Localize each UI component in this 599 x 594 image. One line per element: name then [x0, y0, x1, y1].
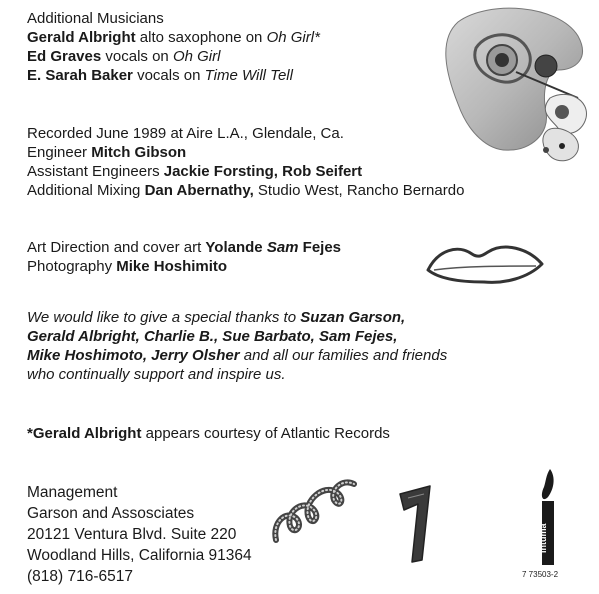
musician-name: Gerald Albright — [27, 29, 136, 46]
management-line: (818) 716-6517 — [27, 568, 133, 585]
management-line: Management — [27, 484, 118, 501]
thanks-section — [27, 308, 447, 384]
assistant-label: Assistant Engineers — [27, 163, 164, 180]
musician-song: Time Will Tell — [204, 67, 293, 84]
thanks-text: We would like to give a special thanks to — [27, 309, 301, 326]
musician-name: Ed Graves — [27, 48, 102, 65]
musician-name: E. Sarah Baker — [27, 67, 133, 84]
art-last: Fejes — [298, 239, 342, 256]
mixing-place: Studio West, Rancho Bernardo — [253, 182, 465, 199]
engineer-name: Mitch Gibson — [91, 144, 187, 161]
assistant-names: Jackie Forsting, Rob Seifert — [163, 163, 363, 180]
thanks-line — [27, 308, 447, 327]
management-line: Woodland Hills, California 91364 — [27, 547, 252, 564]
musician-line — [27, 28, 320, 47]
squiggle-icon — [268, 470, 360, 548]
art-middle: Sam — [266, 239, 299, 256]
credit-text: appears courtesy of Atlantic Records — [141, 425, 390, 442]
musician-line — [27, 66, 320, 85]
mixing-line — [27, 181, 464, 200]
assistant-engineers-line — [27, 162, 464, 181]
management-line: 20121 Ventura Blvd. Suite 220 — [27, 526, 237, 543]
thanks-names: Suzan Garson, — [300, 309, 406, 326]
musicians-heading: Additional Musicians — [27, 10, 164, 27]
art-section — [27, 238, 341, 276]
catalog-number: 7 73503-2 — [522, 570, 559, 579]
musician-role: vocals on — [132, 67, 205, 84]
number-seven-icon — [392, 480, 440, 566]
recorded-line: Recorded June 1989 at Aire L.A., Glendale, Ca. — [27, 125, 344, 142]
courtesy-credit — [27, 424, 390, 443]
label-logo-text: intuma — [538, 523, 548, 553]
art-first: Yolande — [205, 239, 267, 256]
guitar-collage-icon — [418, 0, 599, 168]
musician-song: Oh Girl — [172, 48, 221, 65]
lips-icon — [424, 240, 548, 288]
thanks-names: Mike Hoshimoto, Jerry Olsher — [27, 347, 240, 364]
musician-role: alto saxophone on — [135, 29, 267, 46]
photography-line — [27, 257, 341, 276]
photo-name: Mike Hoshimito — [116, 258, 228, 275]
label-logo — [536, 467, 560, 567]
thanks-line: Gerald Albright, Charlie B., Sue Barbato, Sam Fejes, — [27, 328, 398, 345]
mixing-name: Dan Abernathy, — [144, 182, 254, 199]
musician-song: Oh Girl* — [266, 29, 320, 46]
art-direction-line — [27, 238, 341, 257]
additional-musicians-section — [27, 9, 320, 85]
musician-line — [27, 47, 320, 66]
mixing-label: Additional Mixing — [27, 182, 145, 199]
engineer-line — [27, 143, 464, 162]
management-line: Garson and Assosciates — [27, 505, 195, 522]
engineer-label: Engineer — [27, 144, 92, 161]
thanks-line: who continually support and inspire us. — [27, 366, 286, 383]
musician-role: vocals on — [101, 48, 173, 65]
credit-name: *Gerald Albright — [27, 425, 142, 442]
management-section — [27, 482, 252, 587]
recording-section — [27, 124, 464, 200]
art-label: Art Direction and cover art — [27, 239, 206, 256]
thanks-line — [27, 346, 447, 365]
photo-label: Photography — [27, 258, 117, 275]
thanks-text: and all our families and friends — [239, 347, 448, 364]
